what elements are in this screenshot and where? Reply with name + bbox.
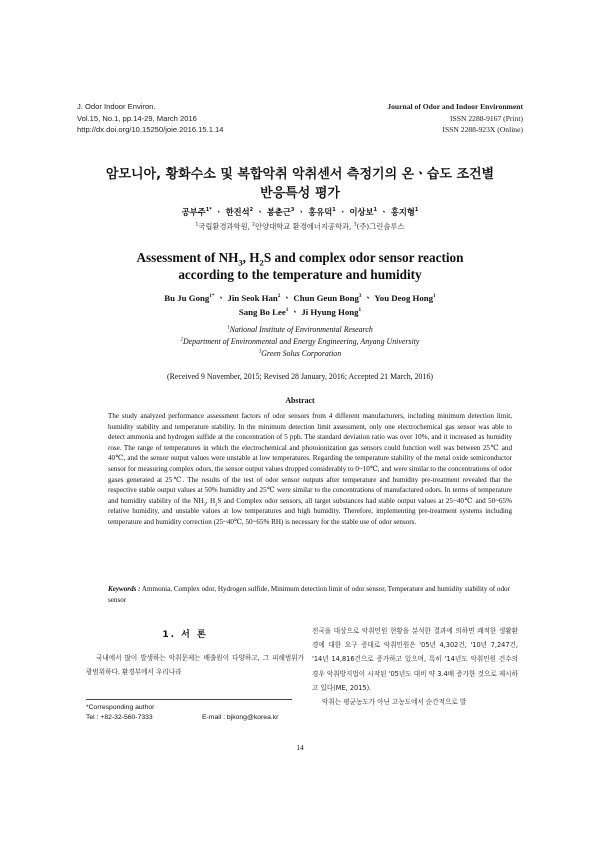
author-sup: 1: [358, 306, 362, 313]
right-paragraph-2: 악취는 평균농도가 아닌 고농도에서 순간적으로 발: [322, 698, 467, 707]
author-sup: 2: [249, 207, 254, 214]
section-heading: 1. 서 론: [162, 630, 208, 640]
author-sup: 1: [433, 293, 436, 300]
korean-title: [40, 165, 560, 203]
abstract-heading: Abstract: [285, 396, 315, 405]
journal-header-right: [387, 101, 523, 136]
keywords-text: Ammonia, Complex odor, Hydrogen sulfide, Minimum detection limit of odor sensor, Temperature and humidity stability of odor sensor: [108, 585, 510, 604]
doi-link[interactable]: http://dx.doi.org/10.15250/joie.2016.15.1.14: [77, 125, 224, 134]
affiliation-ko: (주)그린솔루스: [356, 222, 405, 231]
author-tel: Tel : +82-32-560-7333: [86, 713, 153, 721]
affiliation-text: National Institute of Environmental Research: [229, 325, 373, 334]
title-part: , H: [242, 250, 260, 265]
journal-abbrev: J. Odor Indoor Environ.: [77, 102, 156, 111]
issn-print: ISSN 2288-9167 (Print): [450, 113, 523, 123]
keywords-label: Keywords :: [108, 585, 141, 593]
author-email[interactable]: E-mail : bjkong@korea.kr: [202, 713, 279, 721]
author-en: You Deog Hong: [374, 293, 434, 303]
english-title-line1: [40, 249, 560, 266]
title-subscript: 2: [259, 257, 264, 268]
journal-title: Journal of Odor and Indoor Environment: [387, 102, 523, 111]
abstract-text: S and Complex odor sensors, all target substances had stable output values at 25~40℃ and 50~65% relative humidity, and unstable values at low temperatures and high humidity. Therefore, implementing pre-treatment systems including temperature and humidity correction (25~40℃, 50~65% RH) is necessary for the stable use of odor sensors.: [108, 496, 513, 526]
author-ko: 봉춘근: [266, 207, 291, 217]
affiliation-ko: 안양대학교 환경에너지공학과,: [255, 222, 354, 231]
right-paragraph-1: 전국을 대상으로 악취민원 현황을 분석한 결과에 의하면 쾌적한 생활환경에 대한 요구 증대로 악취민원은 '05년 4,302건, '10년 7,247건, '14년 14,816건으로 증가하고 있으며, 특히 '14년도 악취민원 건수의 경우 악취방지법이 시작된 '05년도 대비 약 3.4배 증가한 것으로 제시하고 있다(ME, 2015).: [312, 627, 518, 692]
author-ko: 홍유덕: [308, 207, 333, 217]
author-en: Chun Geun Bong: [293, 293, 359, 303]
korean-affiliations: [40, 222, 560, 232]
author-sup: 1: [373, 207, 378, 214]
korean-authors: 공부주$^{1*}$ ㆍ 한진석$^2$ ㆍ 봉춘근$^3$ ㆍ 홍유덕$^1$ ㆍ 이상보$^1$ ㆍ 홍지형$^1$: [181, 207, 419, 217]
author-en: Sang Bo Lee: [238, 306, 286, 317]
affil-sup: 2: [252, 222, 256, 228]
keywords: [108, 584, 512, 605]
author-en: Jin Seok Han: [227, 293, 278, 303]
affiliation-en: [40, 324, 560, 336]
corresponding-author: *Corresponding author: [86, 704, 155, 711]
affil-sup: 3: [353, 222, 357, 228]
english-title: [40, 249, 560, 283]
title-part: S and complex odor sensor reaction: [263, 250, 464, 265]
author-sup: 1: [332, 207, 336, 214]
affil-sup: 3: [258, 349, 262, 355]
title-part: Assessment of NH: [136, 250, 239, 265]
affiliation-en: [40, 336, 560, 348]
received-dates: (Received 9 November, 2015; Revised 28 January, 2016; Accepted 21 March, 2016): [166, 372, 434, 381]
author-ko: 한진석: [225, 207, 250, 217]
issn-online: ISSN 2288-923X (Online): [442, 125, 523, 134]
affil-sup: 1: [195, 222, 199, 228]
english-title-line2: according to the temperature and humidity: [178, 267, 422, 282]
footnote: [86, 703, 304, 723]
abstract-text: , H: [205, 496, 216, 505]
author-sup: 3: [358, 293, 362, 300]
affil-sup: 2: [180, 337, 183, 343]
left-column-text: 국내에서 많이 발생하는 악취문제는 배출원이 다양하고, 그 피해범위가 광범위하다. 환경부에서 우리나라: [86, 654, 304, 677]
author-en: Ji Hyung Hong: [301, 306, 359, 317]
abstract-body: [108, 411, 512, 528]
footnote-divider: [86, 699, 292, 700]
page-number: 14: [296, 743, 304, 752]
affiliation-text: Green Solus Corporation: [261, 349, 342, 359]
abstract-subscript: 3: [203, 501, 206, 507]
english-affiliations: [40, 324, 560, 361]
affil-sup: 1: [227, 325, 230, 331]
affiliation-text: Department of Environmental and Energy Engineering, Anyang University: [182, 337, 420, 347]
volume-info: Vol.15, No.1, pp.14-29, March 2016: [77, 113, 197, 123]
author-en: Bu Ju Gong: [164, 293, 210, 303]
title-subscript: 3: [238, 257, 243, 268]
right-column: [312, 624, 518, 709]
affiliation-ko: 국립환경과학원,: [198, 222, 253, 231]
korean-title-line2: 반응특성 평가: [260, 186, 340, 201]
journal-header-left: [77, 101, 224, 136]
author-sup: 3: [290, 207, 295, 214]
author-sup: 1*: [205, 207, 212, 214]
author-ko: 이상보: [349, 207, 374, 217]
author-ko: 홍지형: [390, 207, 415, 217]
english-authors: Bu Ju Gong$^{1*}$ ㆍ Jin Seok Han$^2$ ㆍ Chun Geun Bong$^3$ ㆍ You Deog Hong$^1$ Sang Bo Lee$^1$ ㆍ Ji Hyung Hong$^1$: [164, 293, 436, 317]
abstract-text: The study analyzed performance assessment factors of odor sensors from 4 different manufacturers, including minimum detection limit, humidity stability and temperature stability. In the minimum detection limit assessment, only one electrochemical gas sensor was able to detect ammonia and hydrogen sulfide at the concentration of 5 ppb. The standard deviation ratio was over 10%, and it increased as humidity rose. The range of temperatures in which the electrochemical and photoionization gas sensors could function well was between 25℃ and 40℃, and the sensor output values were unstable at low temperatures. Regarding the temperature stability of the metal oxide semiconductor sensor for measuring complex odors, the sensor output values dropped considerably to 0~10℃, and were similar to the concentrations of odor gases generated at 25℃. The results of the test of odor sensor outputs after temperature and humidity pre-treatment revealed that the respective stable output values at 50% humidity and 25℃ were similar to the concentrations of manufactured odors. In terms of temperature and humidity stability of the NH: [108, 412, 512, 505]
author-sup: 1: [285, 306, 289, 313]
author-ko: 공부주: [181, 207, 206, 217]
author-sup: 1: [414, 207, 419, 214]
abstract-subscript: 2: [215, 501, 218, 507]
korean-title-line1: 암모니아, 황화수소 및 복합악취 악취센서 측정기의 온ㆍ습도 조건별: [105, 167, 495, 182]
author-sup: 1*: [209, 293, 215, 300]
affiliation-en: [40, 348, 560, 360]
author-sup: 2: [277, 293, 281, 300]
